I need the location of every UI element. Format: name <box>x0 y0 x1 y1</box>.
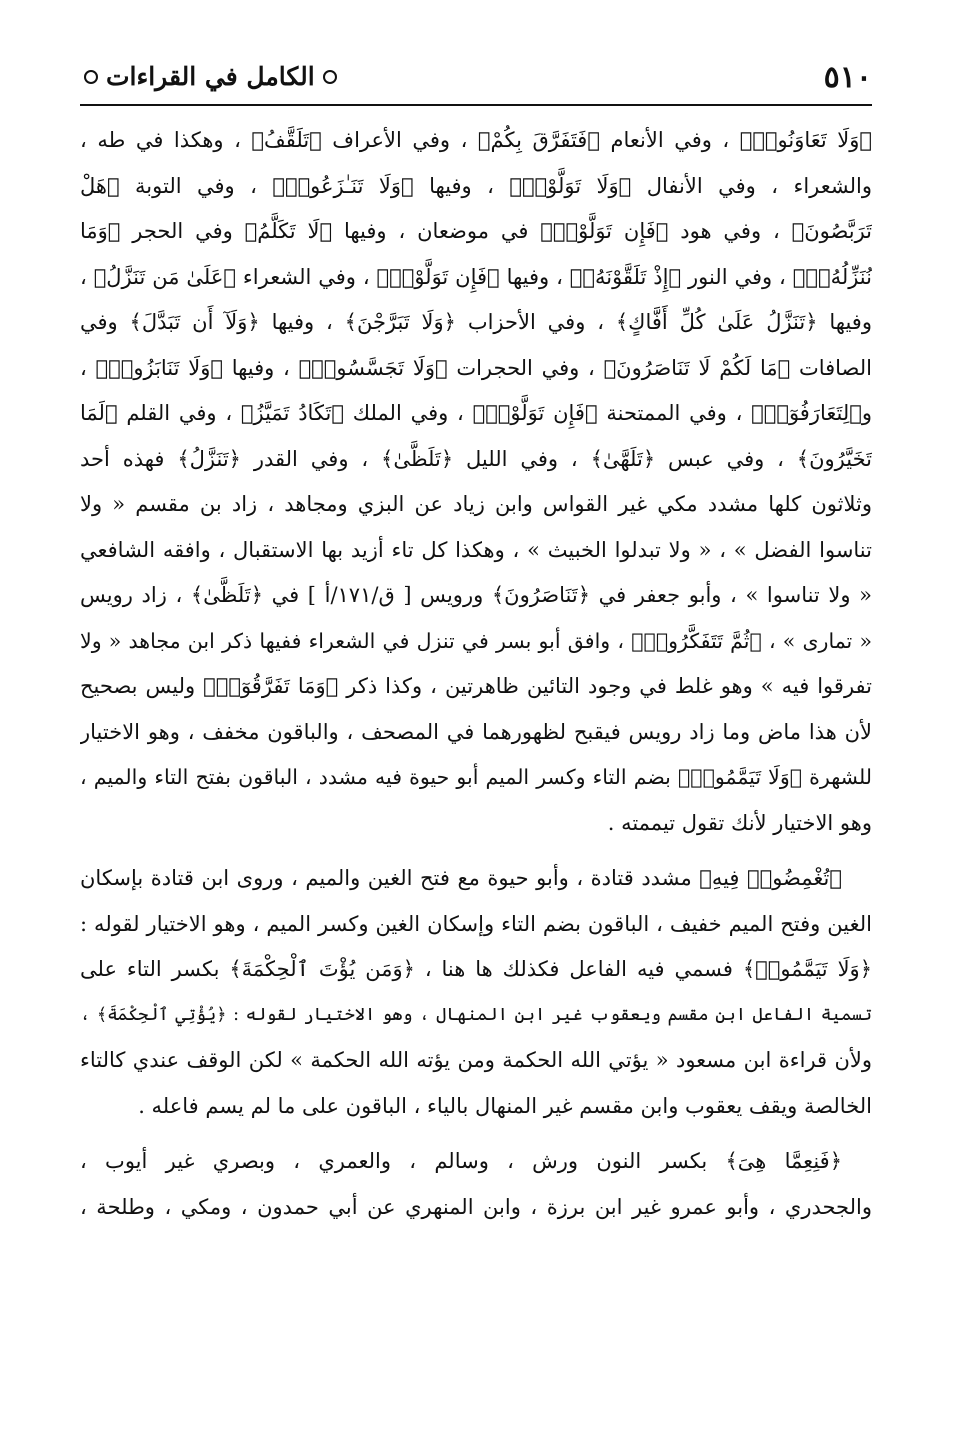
text-line: تَخَيَّرُونَ﴾ ، وفي عبس ﴿تَلَهَّىٰ﴾ ، وفي الليل ﴿تَلَظَّىٰ﴾ ، وفي القدر ﴿تَنَزَّلُ﴾ فهذه أحد <box>80 446 872 471</box>
text-line: الغين وفتح الميم خفيف ، الباقون بضم التاء وإسكان الغين وكسر الميم ، وهو الاختيار لقوله : <box>80 911 872 936</box>
text-line: ﴿تُغْمِضُوا۟ فِيهِ﴾ مشدد قتادة ، وأبو حيوة مع فتح الغين والميم ، وروى ابن قتادة بإسكان <box>80 866 842 890</box>
paragraph <box>80 118 872 846</box>
header-rule <box>80 104 872 106</box>
text-line: « ولا تناسوا » ، وأبو جعفر في ﴿تَنَاصَرُونَ﴾ ورويس [ ق/١٧١/أ ] في ﴿تَلَظَّىٰ﴾ ، زاد رويس <box>80 583 872 607</box>
text-line: تسمية الفاعل ابن مقسم ويعقوب غير ابن المنهال ، وهو الاختيار لقوله : ﴿يُؤْتِي ٱلْحِكْمَةَ﴾ ، <box>80 1004 872 1025</box>
paragraph <box>80 1139 872 1230</box>
text-line: والشعراء ، وفي الأنفال ﴿وَلَا تَوَلَّوْا۟﴾ ، وفيها ﴿وَلَا تَنَـٰزَعُوا۟﴾ ، وفي التوبة ﴿هَلْ <box>80 173 872 198</box>
text-line: لأن هذا ماض وما زاد رويس فيقبح لظهورهما في المصحف ، والباقون مخفف ، وهو الاختيار <box>80 719 872 744</box>
text-line: وفيها ﴿تَنَزَّلُ عَلَىٰ كُلِّ أَفَّاكٍ﴾ ، وفي الأحزاب ﴿وَلَا تَبَرَّجْنَ﴾ ، وفيها ﴿وَلَآ أَن تَبَدَّلَ﴾ وفي <box>80 310 872 334</box>
page-body <box>80 118 872 1230</box>
page-header <box>80 56 872 96</box>
text-line: الخالصة ويقف يعقوب وابن مقسم غير المنهال بالياء ، الباقون على ما لم يسم فاعله . <box>138 1093 872 1118</box>
text-line: ﴿فَنِعِمَّا هِىَ﴾ بكسر النون ورش ، وسالم ، والعمري ، وبصري غير أيوب ، <box>80 1149 842 1173</box>
text-line: تناسوا الفضل » ، « ولا تبدلوا الخبيث » ، وهكذا كل تاء أزيد بها الاستقبال ، وافقه الشافعي <box>80 537 872 562</box>
paragraph <box>80 856 872 1129</box>
text-line: ﴿وَلَا تَيَمَّمُوا۟﴾ فسمي فيه الفاعل فكذلك ها هنا ، ﴿وَمَن يُؤْتَ ٱلْحِكْمَةَ﴾ بكسر التاء على <box>80 957 872 981</box>
text-line: وثلاثون كلها مشدد مكي غير القواس وابن زياد عن البزي ومجاهد ، زاد بن مقسم « ولا <box>80 492 872 516</box>
text-line: نُنَزِّلُهُۥٓ﴾ ، وفي النور ﴿إِذْ تَلَقَّوْنَهُۥ﴾ ، وفيها ﴿فَإِن تَوَلَّوْا۟﴾ ، وفي الشعراء ﴿عَلَىٰ مَن تَنَزَّلُ﴾ ، <box>80 264 872 289</box>
text-line: والجحدري ، وأبو عمرو غير ابن برزة ، وابن المنهري عن أبي حمدون ، ومكي ، وطلحة ، <box>80 1194 872 1219</box>
circle-ornament-icon <box>323 70 337 84</box>
text-line: تَرَبَّصُونَ﴾ ، وفي هود ﴿فَإِن تَوَلَّوْا۟﴾ في موضعان ، وفيها ﴿لَا تَكَلَّمُ﴾ وفي الحجر ﴿وَمَا <box>80 219 872 243</box>
paragraph-gap <box>80 1129 872 1139</box>
text-line: تفرقوا فيه » وهو غلط في وجود التائين ظاهرتين ، وكذا ذكر ﴿وَمَا تَفَرَّقُوٓا۟﴾ وليس بصحيح <box>80 674 872 698</box>
circle-ornament-icon <box>84 70 98 84</box>
text-line: وهو الاختيار لأنك تقول تيممته . <box>607 810 872 835</box>
text-line: للشهرة ﴿وَلَا تَيَمَّمُوا۟﴾ بضم التاء وكسر الميم أبو حيوة فيه مشدد ، الباقون بفتح التاء والميم ، <box>80 765 872 789</box>
page-number: ٥١٠ <box>823 60 872 95</box>
paragraph-gap <box>80 846 872 856</box>
text-line: و﴿لِتَعَارَفُوٓا۟﴾ ، وفي الممتحنة ﴿فَإِن تَوَلَّوْا۟﴾ ، وفي الملك ﴿تَكَادُ تَمَيَّزُ﴾ ، وفي القلم ﴿لَمَا <box>80 401 872 425</box>
running-title-text: الكامل في القراءات <box>106 62 315 91</box>
running-title <box>84 62 337 91</box>
text-line: ﴿وَلَا تَعَاوَنُوا۟﴾ ، وفي الأنعام ﴿فَتَفَرَّقَ بِكُمْ﴾ ، وفي الأعراف ﴿تَلَقَّفُ﴾ ، وهكذا في طه ، <box>80 128 872 152</box>
text-line: « تمارى » ، ﴿ثُمَّ تَتَفَكَّرُوا۟﴾ ، وافق أبو بسر في تنزل في الشعراء ففيها ذكر ابن مجاهد « ولا <box>80 628 872 653</box>
text-line: ولأن قراءة ابن مسعود « يؤتي الله الحكمة ومن يؤته الله الحكمة » لكن الوقف عندي كالتاء <box>80 1048 872 1072</box>
text-line: الصافات ﴿مَا لَكُمْ لَا تَنَاصَرُونَ﴾ ، وفي الحجرات ﴿وَلَا تَجَسَّسُوا۟﴾ ، وفيها ﴿وَلَا تَنَابَزُوا۟﴾ ، <box>80 355 872 380</box>
